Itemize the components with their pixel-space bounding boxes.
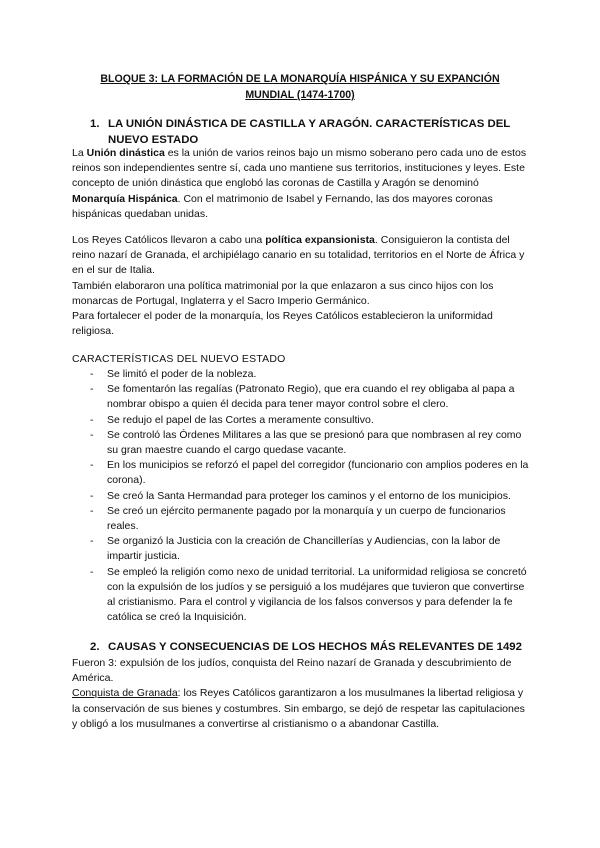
characteristic-text: Se fomentarón las regalías (Patronato Regio), que era cuando el rey obligaba al papa a nombrar obispo a quien él decida para tener mayor control sobre el clero. <box>107 383 515 411</box>
characteristic-item <box>72 534 532 564</box>
characteristic-text: Se redujo el papel de las Cortes a meramente consultivo. <box>107 413 374 426</box>
characteristic-item <box>72 382 532 412</box>
characteristic-text: Se creó un ejército permanente pagado por la monarquía y un cuerpo de funcionarios reales. <box>107 504 506 533</box>
bullet-dash: - <box>90 368 94 380</box>
characteristic-item <box>72 413 532 428</box>
section1-paragraph-3: También elaboraron una política matrimonial por la que enlazaron a sus cinco hijos con los monarcas de Portugal, Inglaterra y el Sacro Imperio Germánico. <box>72 279 494 307</box>
characteristic-text: En los municipios se reforzó el papel del corregidor (funcionario con amplios poderes en la corona). <box>107 459 529 487</box>
p2-text-a: Los Reyes Católicos llevaron a cabo una <box>72 234 266 246</box>
characteristic-item <box>72 565 532 626</box>
section1-paragraph-2 <box>72 233 532 339</box>
characteristic-item <box>72 458 532 488</box>
bullet-dash: - <box>90 459 94 472</box>
section2-paragraph-1: Fueron 3: expulsión de los judíos, conquista del Reino nazarí de Granada y descubrimiento de América. <box>72 657 512 685</box>
p1-text-e: . Con el matrimonio de Isabel y Fernando, las dos mayores coronas hispánicas quedaban unidas. <box>72 192 493 220</box>
bullet-dash: - <box>90 535 94 548</box>
granada-label: Conquista de Granada <box>72 687 178 700</box>
section1-paragraph-4: Para fortalecer el poder de la monarquía, los Reyes Católicos establecieron la uniformidad religiosa. <box>72 310 493 338</box>
term-union-dinastica: Unión dinástica <box>86 147 165 159</box>
characteristics-heading: CARACTERÍSTICAS DEL NUEVO ESTADO <box>72 353 286 365</box>
bullet-dash: - <box>90 489 94 502</box>
bullet-dash: - <box>90 383 94 396</box>
document-title <box>72 71 528 103</box>
characteristics-list <box>72 367 532 625</box>
section1-number: 1. <box>90 118 100 130</box>
characteristic-item <box>72 428 532 458</box>
section1-heading-line2: NUEVO ESTADO <box>108 133 199 146</box>
characteristic-text: Se limitó el poder de la nobleza. <box>107 368 257 380</box>
document-title-line2: MUNDIAL (1474-1700) <box>245 89 355 101</box>
p1-text-a: La <box>72 147 87 159</box>
p2-text-c: . Consiguieron la contista del reino nazarí de Granada, el archipiélago canario en su totalidad, territorios en el Norte de África y en el sur de Italia. <box>72 234 525 277</box>
characteristic-text: Se empleó la religión como nexo de unidad territorial. La uniformidad religiosa se concretó con la expulsión de los judíos y se persiguió a los mudéjares que tuvieron que convertirse al cristianismo. Para el control y vigilancia de los falsos conversos y para defender la fe católica se creó la Inquisición. <box>107 565 527 624</box>
term-monarquia-hispanica: Monarquía Hispánica <box>72 192 178 205</box>
characteristic-text: Se controló las Órdenes Militares a las que se presionó para que nombrasen al rey como su gran maestre cuando el cargo quedase vacante. <box>107 428 522 457</box>
section2-heading-text: CAUSAS Y CONSECUENCIAS DE LOS HECHOS MÁS RELEVANTES DE 1492 <box>108 641 522 653</box>
section2-number: 2. <box>90 641 100 653</box>
p1-text-c: es la unión de varios reinos bajo un mismo soberano pero cada uno de estos reinos son independientes sentre sí, cada uno mantiene sus territorios, instituciones y leyes. Este concepto de unión dinástica que englobó las coronas de Castilla y Aragón se denominó <box>72 147 527 190</box>
term-politica-expansionista: política expansionista <box>265 234 375 246</box>
bullet-dash: - <box>90 413 94 426</box>
section2-paragraph-2 <box>72 686 532 732</box>
characteristic-text: Se organizó la Justicia con la creación de Chancillerías y Audiencias, con la labor de impartir justicia. <box>107 535 501 563</box>
characteristic-item <box>72 489 532 504</box>
section1-heading-line1: LA UNIÓN DINÁSTICA DE CASTILLA Y ARAGÓN. CARACTERÍSTICAS DEL <box>108 118 511 130</box>
bullet-dash: - <box>90 504 94 517</box>
bullet-dash: - <box>90 565 94 578</box>
bullet-dash: - <box>90 428 94 441</box>
characteristic-item <box>72 367 532 382</box>
granada-text: : los Reyes Católicos garantizaron a los musulmanes la libertad religiosa y la conservación de sus bienes y costumbres. Sin embargo, se dejó de respetar las capitulaciones y obligó a los musulmanes a convertirse al cristianismo o a abandonar Castilla. <box>72 687 525 730</box>
characteristic-text: Se creó la Santa Hermandad para proteger los caminos y el entorno de los municipios. <box>107 489 511 502</box>
document-title-line1: BLOQUE 3: LA FORMACIÓN DE LA MONARQUÍA HISPÁNICA Y SU EXPANCIÓN <box>100 73 500 85</box>
characteristic-item <box>72 504 532 534</box>
section1-paragraph-1 <box>72 146 532 222</box>
section2-body <box>72 656 532 732</box>
